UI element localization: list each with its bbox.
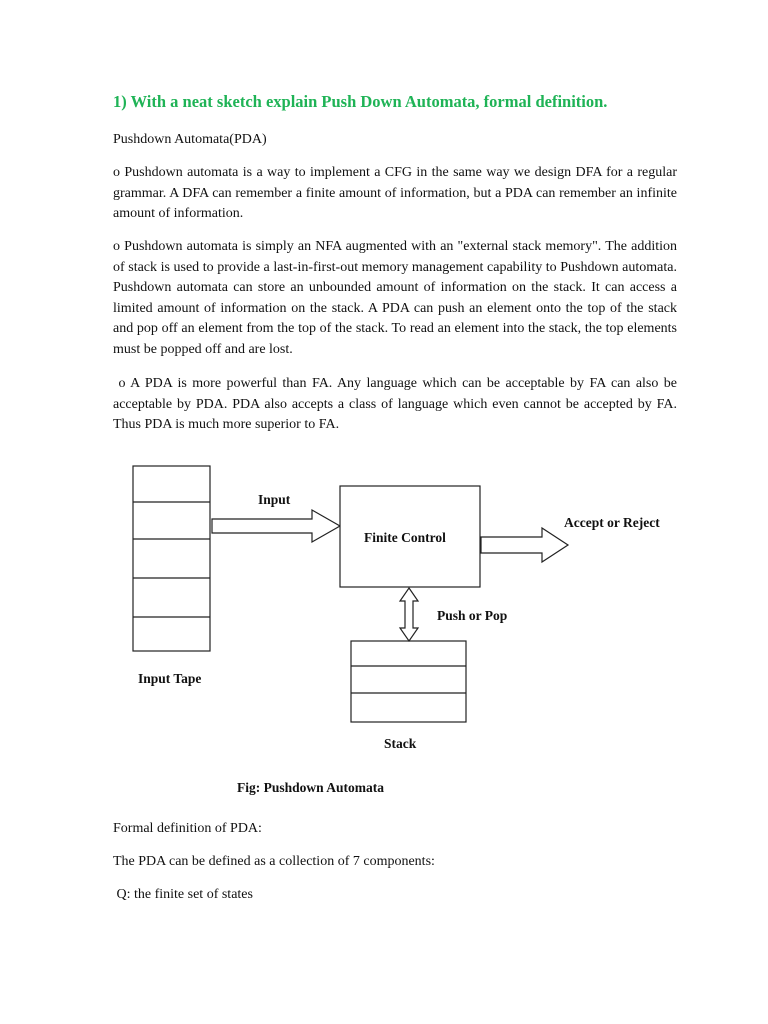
paragraph-2: o Pushdown automata is simply an NFA augmented with an "external stack memory". The addition of stack is used to provide a last-in-first-out memory management capability to Pushdown automata. Pushdown automata can store an unbounded amount of information on the stack. It can access a limited amount of information on the stack. A PDA can push an element onto the top of the stack and pop off an element from the top of the stack. To read an element into the stack, the top elements must be popped off and are lost. — [113, 239, 677, 357]
push-pop-arrow — [400, 588, 418, 641]
formal-definition-title: Formal definition of PDA: — [113, 821, 262, 836]
section-subtitle: Pushdown Automata(PDA) — [113, 132, 267, 147]
paragraph-1: o Pushdown automata is a way to implement a CFG in the same way we design DFA for a regular grammar. A DFA can remember a finite amount of information, but a PDA can remember an infinite amount of information. — [113, 165, 677, 221]
push-pop-label: Push or Pop — [437, 608, 508, 623]
input-tape — [133, 466, 210, 651]
input-label: Input — [258, 492, 291, 507]
pda-diagram — [0, 455, 768, 805]
finite-control-label: Finite Control — [364, 530, 446, 545]
formal-definition-intro: The PDA can be defined as a collection of 7 components: — [113, 854, 435, 869]
stack-label: Stack — [384, 736, 417, 751]
component-q: Q: the finite set of states — [113, 887, 253, 902]
accept-reject-label: Accept or Reject — [564, 515, 660, 530]
accept-reject-arrow — [481, 528, 568, 562]
question-heading: 1) With a neat sketch explain Push Down Automata, formal definition. — [113, 92, 608, 111]
input-arrow — [212, 510, 340, 542]
input-tape-label: Input Tape — [138, 671, 202, 686]
figure-caption: Fig: Pushdown Automata — [237, 780, 385, 795]
stack — [351, 641, 466, 722]
paragraph-3: o A PDA is more powerful than FA. Any language which can be acceptable by FA can also be acceptable by PDA. PDA also accepts a class of language which even cannot be accepted by FA. Thus PDA is much more superior to FA. — [113, 376, 681, 432]
